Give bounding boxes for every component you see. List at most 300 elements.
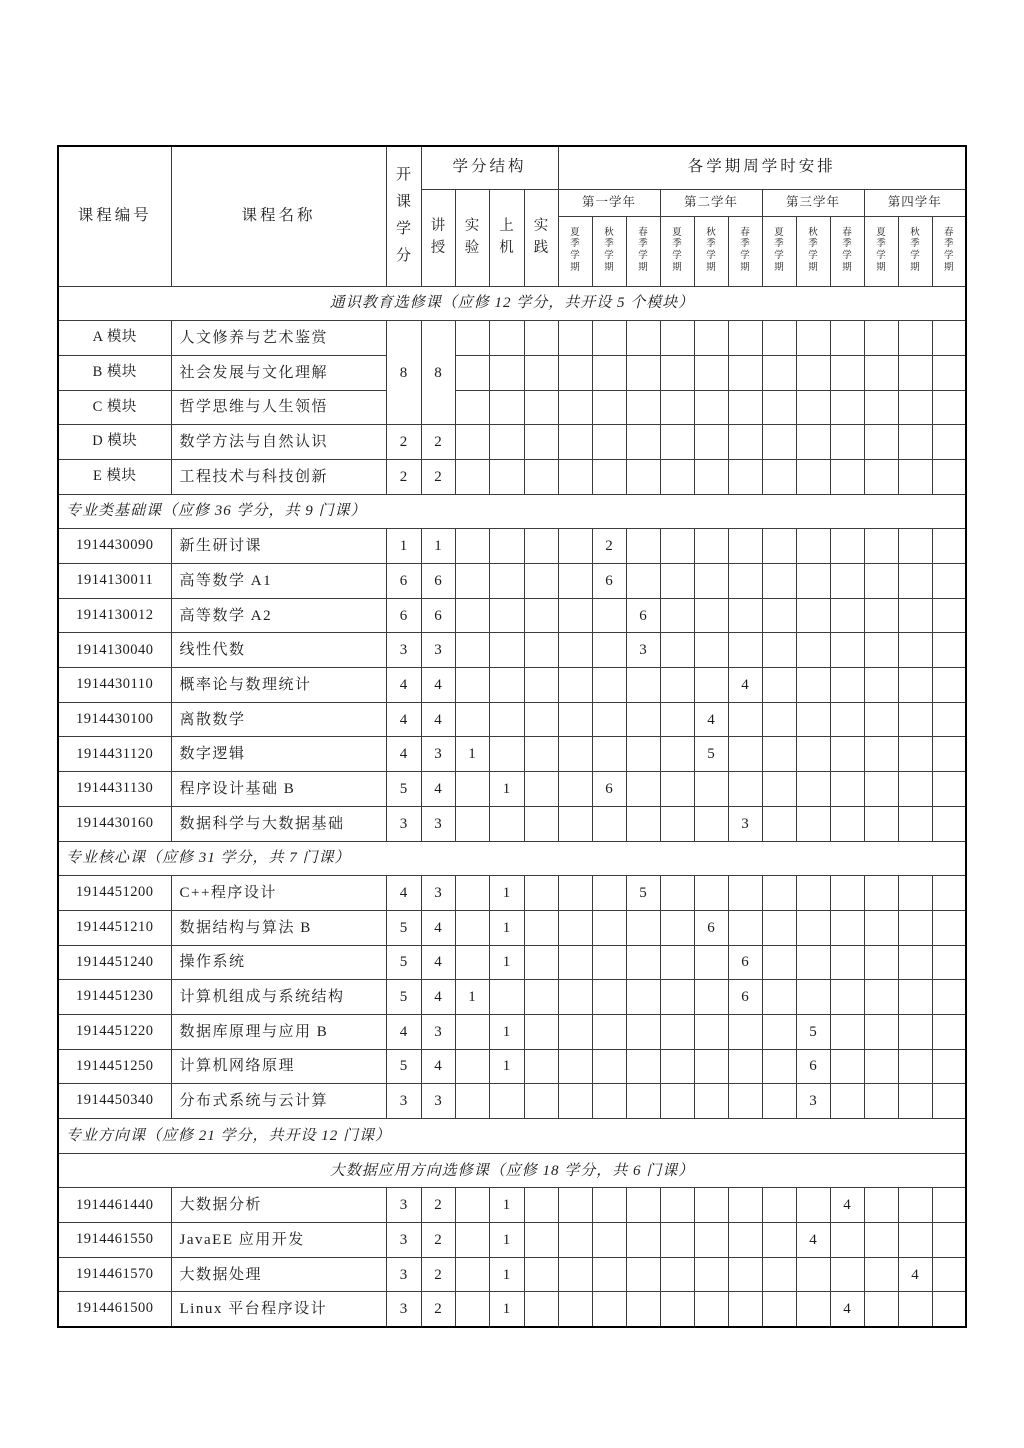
hours-cell [898,945,932,980]
course-id-cell: 1914450340 [58,1084,171,1119]
hours-cell [864,910,898,945]
credits-cell: 5 [386,980,421,1015]
hours-cell [932,702,966,737]
hours-cell [830,702,864,737]
practice-cell [524,1292,558,1327]
header-semester-label: 春季学期 [842,227,852,273]
hours-cell: 3 [796,1084,830,1119]
hours-cell [558,564,592,599]
hours-cell [762,459,796,494]
hours-cell [694,668,728,703]
hours-cell [830,459,864,494]
course-name-cell: 数据科学与大数据基础 [171,806,386,841]
hours-cell [626,1257,660,1292]
header-semester-label: 夏季学期 [570,227,580,273]
hours-cell [660,702,694,737]
computer-cell [489,598,524,633]
hours-cell [728,390,762,425]
course-row [58,806,966,841]
hours-cell [796,598,830,633]
hours-cell [558,876,592,911]
credits-cell: 3 [386,806,421,841]
hours-cell [932,772,966,807]
course-row [58,1049,966,1084]
course-row [58,876,966,911]
computer-cell: 1 [489,1223,524,1258]
hours-cell [592,355,626,390]
hours-cell: 6 [796,1049,830,1084]
computer-cell: 1 [489,1014,524,1049]
course-id-cell: C 模块 [58,390,171,425]
credits-cell: 5 [386,945,421,980]
header-year-1: 第一学年 [558,189,660,216]
experiment-cell [455,1049,489,1084]
course-id-cell: 1914451230 [58,980,171,1015]
hours-cell [626,980,660,1015]
experiment-cell [455,598,489,633]
computer-cell [489,564,524,599]
credits-cell: 3 [386,1257,421,1292]
header-semester-label: 春季学期 [638,227,648,273]
hours-cell [626,425,660,460]
hours-cell [558,598,592,633]
section-band-title: 专业核心课（应修 31 学分，共 7 门课） [58,841,966,876]
course-name-cell: 计算机网络原理 [171,1049,386,1084]
course-row [58,702,966,737]
computer-cell [489,355,524,390]
course-name-cell: 人文修养与艺术鉴赏 [171,321,386,356]
hours-cell [830,425,864,460]
hours-cell [898,390,932,425]
course-name-cell: 新生研讨课 [171,529,386,564]
hours-cell [898,772,932,807]
header-semester-cell [728,216,762,286]
header-semester-cell [864,216,898,286]
hours-cell [626,529,660,564]
practice-cell [524,321,558,356]
course-name-cell: 数字逻辑 [171,737,386,772]
section-band-title: 通识教育选修课（应修 12 学分，共开设 5 个模块） [58,286,966,321]
hours-cell [728,737,762,772]
experiment-cell [455,876,489,911]
hours-cell [932,980,966,1015]
hours-cell [558,1292,592,1327]
hours-cell: 4 [830,1292,864,1327]
hours-cell [932,737,966,772]
hours-cell [762,355,796,390]
computer-cell [489,425,524,460]
course-name-cell: JavaEE 应用开发 [171,1223,386,1258]
hours-cell [660,1049,694,1084]
course-id-cell: 1914451220 [58,1014,171,1049]
hours-cell [626,355,660,390]
hours-cell [932,355,966,390]
hours-cell [558,529,592,564]
hours-cell [932,668,966,703]
hours-cell [762,945,796,980]
hours-cell [864,459,898,494]
computer-cell: 1 [489,772,524,807]
lecture-cell: 6 [421,598,455,633]
course-name-cell: 哲学思维与人生领悟 [171,390,386,425]
course-name-cell: 概率论与数理统计 [171,668,386,703]
lecture-cell: 4 [421,772,455,807]
hours-cell [660,876,694,911]
header-practice-label: 实践 [533,217,549,256]
hours-cell [626,702,660,737]
hours-cell: 5 [796,1014,830,1049]
course-id-cell: 1914461570 [58,1257,171,1292]
course-name-cell: 数据库原理与应用 B [171,1014,386,1049]
hours-cell [796,876,830,911]
header-semester-label: 秋季学期 [604,227,614,273]
hours-cell [694,633,728,668]
hours-cell [558,1223,592,1258]
hours-cell [626,1223,660,1258]
hours-cell [762,737,796,772]
computer-cell: 1 [489,910,524,945]
hours-cell: 6 [592,772,626,807]
practice-cell [524,1223,558,1258]
hours-cell [830,980,864,1015]
header-semester-cell [830,216,864,286]
course-row [58,668,966,703]
hours-cell [626,1188,660,1223]
hours-cell [864,1014,898,1049]
hours-cell [592,1084,626,1119]
lecture-cell: 4 [421,980,455,1015]
course-id-cell: 1914461440 [58,1188,171,1223]
hours-cell [660,945,694,980]
header-semester-cell [558,216,592,286]
computer-cell [489,1084,524,1119]
course-row [58,355,966,390]
hours-cell [728,772,762,807]
hours-cell [728,355,762,390]
hours-cell [796,355,830,390]
course-name-cell: Linux 平台程序设计 [171,1292,386,1327]
header-semester-cell [660,216,694,286]
hours-cell [626,390,660,425]
lecture-cell: 3 [421,876,455,911]
course-name-cell: 数学方法与自然认识 [171,425,386,460]
hours-cell [898,702,932,737]
experiment-cell [455,321,489,356]
hours-cell [592,910,626,945]
course-row [58,321,966,356]
lecture-cell: 2 [421,425,455,460]
header-semester-cell [694,216,728,286]
hours-cell [592,598,626,633]
credits-cell: 4 [386,668,421,703]
hours-cell [694,529,728,564]
credits-cell: 3 [386,1223,421,1258]
header-hours-title: 各学期周学时安排 [558,146,966,189]
credits-cell: 2 [386,459,421,494]
hours-cell [830,564,864,599]
hours-cell [558,1049,592,1084]
header-semester-label: 秋季学期 [706,227,716,273]
hours-cell [830,945,864,980]
header-semester-cell [626,216,660,286]
hours-cell [558,1257,592,1292]
course-id-cell: D 模块 [58,425,171,460]
credits-cell: 5 [386,1049,421,1084]
course-id-cell: 1914130040 [58,633,171,668]
practice-cell [524,1084,558,1119]
header-semester-cell [932,216,966,286]
practice-cell [524,1257,558,1292]
course-row [58,1188,966,1223]
hours-cell [796,390,830,425]
hours-cell [932,1014,966,1049]
practice-cell [524,459,558,494]
header-semester-label: 夏季学期 [876,227,886,273]
hours-cell [864,390,898,425]
hours-cell [762,598,796,633]
hours-cell [558,737,592,772]
course-name-cell: 高等数学 A2 [171,598,386,633]
hours-cell [660,355,694,390]
hours-cell [558,1188,592,1223]
hours-cell [864,980,898,1015]
hours-cell [796,702,830,737]
experiment-cell: 1 [455,737,489,772]
hours-cell [558,425,592,460]
course-id-cell: 1914461550 [58,1223,171,1258]
hours-cell [932,876,966,911]
hours-cell [728,1084,762,1119]
hours-cell [864,1084,898,1119]
hours-cell [558,355,592,390]
hours-cell [558,1014,592,1049]
hours-cell [558,980,592,1015]
credits-cell: 6 [386,598,421,633]
hours-cell [626,1049,660,1084]
hours-cell [660,772,694,807]
lecture-cell: 3 [421,1084,455,1119]
header-course-name: 课程名称 [171,146,386,286]
lecture-cell: 4 [421,945,455,980]
hours-cell [592,1223,626,1258]
credits-cell: 5 [386,772,421,807]
hours-cell [762,321,796,356]
hours-cell [694,876,728,911]
hours-cell [660,1188,694,1223]
hours-cell [626,668,660,703]
hours-cell [592,876,626,911]
hours-cell: 3 [728,806,762,841]
hours-cell [796,1292,830,1327]
computer-cell: 1 [489,1257,524,1292]
hours-cell [932,1084,966,1119]
lecture-cell: 2 [421,459,455,494]
hours-cell [898,355,932,390]
hours-cell [728,1049,762,1084]
header-credits [386,146,421,286]
hours-cell [660,910,694,945]
hours-cell [592,1014,626,1049]
credits-cell: 4 [386,737,421,772]
practice-cell [524,598,558,633]
hours-cell [558,1084,592,1119]
hours-cell: 6 [728,945,762,980]
hours-cell [728,425,762,460]
hours-cell [660,598,694,633]
hours-cell [626,772,660,807]
hours-cell [694,598,728,633]
computer-cell [489,702,524,737]
course-row [58,737,966,772]
hours-cell [660,425,694,460]
hours-cell [796,1257,830,1292]
hours-cell [830,1257,864,1292]
hours-cell [830,321,864,356]
hours-cell [796,633,830,668]
header-lecture-column [421,189,455,286]
hours-cell [558,772,592,807]
section-band [58,1153,966,1188]
hours-cell [864,1223,898,1258]
hours-cell [898,425,932,460]
hours-cell [660,1084,694,1119]
hours-cell [932,1292,966,1327]
hours-cell [660,1257,694,1292]
practice-cell [524,425,558,460]
course-row [58,529,966,564]
course-name-cell: 社会发展与文化理解 [171,355,386,390]
hours-cell [864,702,898,737]
section-band [58,494,966,529]
hours-cell [728,702,762,737]
course-row [58,910,966,945]
hours-cell [898,980,932,1015]
hours-cell [796,806,830,841]
hours-cell [830,598,864,633]
experiment-cell [455,668,489,703]
hours-cell [694,806,728,841]
course-id-cell: 1914451210 [58,910,171,945]
course-name-cell: 线性代数 [171,633,386,668]
hours-cell [558,806,592,841]
hours-cell [830,1084,864,1119]
hours-cell [762,1292,796,1327]
hours-cell: 4 [830,1188,864,1223]
hours-cell [694,1257,728,1292]
hours-cell [762,1084,796,1119]
table-header [58,146,966,286]
header-credit-structure: 学分结构 [421,146,558,189]
hours-cell [796,321,830,356]
hours-cell [762,876,796,911]
hours-cell [592,633,626,668]
computer-cell [489,529,524,564]
section-band [58,841,966,876]
header-semester-cell [796,216,830,286]
hours-cell [864,425,898,460]
hours-cell [660,668,694,703]
hours-cell [898,598,932,633]
lecture-cell: 3 [421,806,455,841]
hours-cell [830,806,864,841]
hours-cell [660,1014,694,1049]
computer-cell [489,633,524,668]
hours-cell [796,980,830,1015]
lecture-cell: 3 [421,1014,455,1049]
course-id-cell: 1914431120 [58,737,171,772]
computer-cell [489,321,524,356]
lecture-cell: 2 [421,1188,455,1223]
hours-cell: 5 [694,737,728,772]
course-id-cell: 1914451240 [58,945,171,980]
header-semester-label: 春季学期 [944,227,954,273]
course-row [58,945,966,980]
experiment-cell [455,1257,489,1292]
hours-cell [898,459,932,494]
computer-cell: 1 [489,876,524,911]
hours-cell [796,425,830,460]
credits-cell: 4 [386,1014,421,1049]
hours-cell [762,1257,796,1292]
practice-cell [524,1049,558,1084]
lecture-cell: 4 [421,1049,455,1084]
course-id-cell: 1914430160 [58,806,171,841]
practice-cell [524,668,558,703]
hours-cell [728,1257,762,1292]
computer-cell [489,806,524,841]
hours-cell [864,772,898,807]
hours-cell [592,1292,626,1327]
hours-cell [592,737,626,772]
hours-cell [762,702,796,737]
computer-cell [489,459,524,494]
hours-cell [626,1084,660,1119]
hours-cell [830,737,864,772]
hours-cell [864,876,898,911]
experiment-cell [455,910,489,945]
hours-cell [694,1049,728,1084]
lecture-cell: 8 [421,321,455,425]
hours-cell [932,390,966,425]
hours-cell [660,529,694,564]
hours-cell [864,945,898,980]
credits-cell: 3 [386,1188,421,1223]
header-experiment-label: 实验 [464,217,480,256]
header-semester-label: 秋季学期 [910,227,920,273]
course-row [58,1084,966,1119]
hours-cell [762,1223,796,1258]
hours-cell [762,806,796,841]
hours-cell [932,529,966,564]
hours-cell [626,321,660,356]
hours-cell [830,1014,864,1049]
hours-cell [932,564,966,599]
practice-cell [524,1014,558,1049]
practice-cell [524,564,558,599]
hours-cell [932,1257,966,1292]
hours-cell [592,945,626,980]
header-computer-column [489,189,524,286]
course-name-cell: 程序设计基础 B [171,772,386,807]
hours-cell [864,529,898,564]
hours-cell [864,1188,898,1223]
hours-cell: 5 [626,876,660,911]
hours-cell [796,910,830,945]
credits-cell: 1 [386,529,421,564]
header-semester-label: 夏季学期 [672,227,682,273]
hours-cell [932,321,966,356]
course-id-cell: 1914451250 [58,1049,171,1084]
